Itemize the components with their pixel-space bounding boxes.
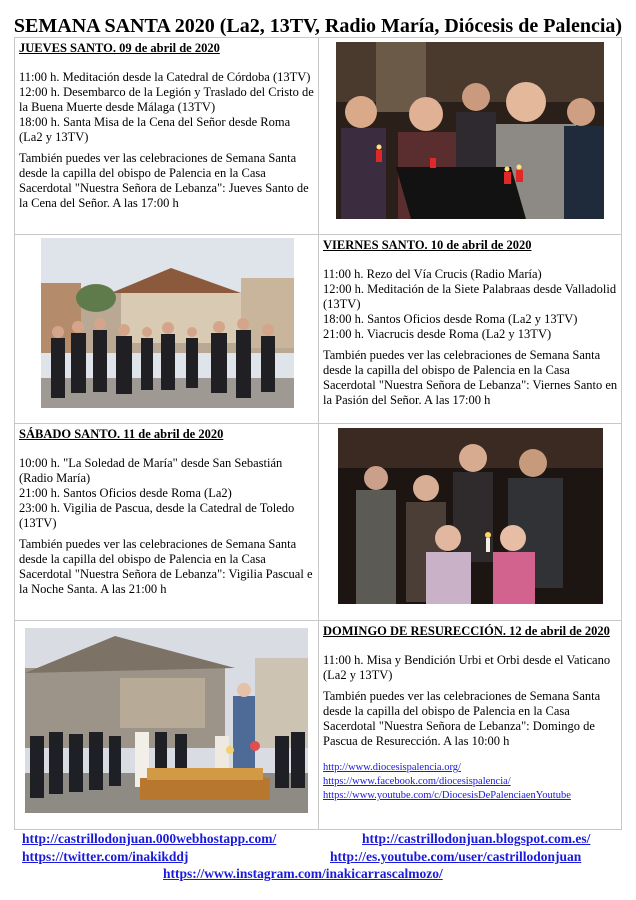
footer-instagram-link[interactable]: https://www.instagram.com/inakicarrascalmozo/	[163, 866, 443, 881]
thursday-cell	[15, 38, 318, 234]
photo-candles-procession	[336, 42, 604, 219]
schedule-item: 11:00 h. Misa y Bendición Urbi et Orbi desde el Vaticano (La2 y 13TV)	[323, 653, 611, 682]
schedule-table	[14, 37, 622, 830]
sunday-schedule	[323, 653, 619, 683]
photo-street-crowd	[41, 238, 294, 408]
schedule-item: 11:00 h. Meditación desde la Catedral de Córdoba (13TV)	[19, 70, 311, 84]
schedule-item: 18:00 h. Santa Misa de la Cena del Señor desde Roma (La2 y 13TV)	[19, 115, 291, 144]
diocese-website-link[interactable]: http://www.diocesispalencia.org/	[323, 762, 461, 773]
footer-youtube-link[interactable]: http://es.youtube.com/user/castrillodonjuan	[330, 849, 582, 864]
saturday-note: También puedes ver las celebraciones de Semana Santa desde la capilla del obispo de Palencia en la Casa Sacerdotal "Nuestra Señora de Lebanza": Vigilia Pascual e la Noche Santa. A las 21:00 h	[19, 537, 313, 596]
diocese-links	[323, 761, 619, 803]
friday-cell	[319, 235, 623, 423]
thursday-heading: JUEVES SANTO. 09 de abril de 2020	[19, 41, 220, 55]
footer-blogspot-link[interactable]: http://castrillodonjuan.blogspot.com.es/	[362, 831, 591, 846]
photo-resurrection-procession	[25, 628, 308, 813]
thursday-note: También puedes ver las celebraciones de Semana Santa desde la capilla del obispo de Palencia en la Casa Sacerdotal "Nuestra Señora de Lebanza": Jueves Santo de la Cena del Señor. A las 17:00 h	[19, 151, 309, 210]
page-title: SEMANA SANTA 2020 (La2, 13TV, Radio María, Diócesis de Palencia)	[13, 15, 623, 37]
saturday-heading: SÁBADO SANTO. 11 de abril de 2020	[19, 427, 224, 441]
diocese-facebook-link[interactable]: https://www.facebook.com/diocesispalencia/	[323, 776, 511, 787]
saturday-cell	[15, 424, 318, 620]
sunday-note: También puedes ver las celebraciones de Semana Santa desde la capilla del obispo de Palencia en la Casa Sacerdotal "Nuestra Señora de Lebanza": Domingo de Pascua de Resurección. A las 10:00 h	[323, 689, 601, 748]
schedule-item: 12:00 h. Meditación de la Siete Palabraas desde Valladolid (13TV)	[323, 282, 617, 311]
diocese-youtube-link[interactable]: https://www.youtube.com/c/DiocesisDePalenciaenYoutube	[323, 790, 571, 801]
schedule-item: 21:00 h. Viacrucis desde Roma (La2 y 13TV)	[323, 327, 552, 341]
photo-children-candles	[338, 428, 603, 604]
sunday-heading: DOMINGO DE RESURECCIÓN. 12 de abril de 2020	[323, 624, 610, 638]
schedule-item: 23:00 h. Vigilia de Pascua, desde la Catedral de Toledo (13TV)	[19, 501, 295, 530]
schedule-item: 10:00 h. "La Soledad de María" desde San Sebastián (Radio María)	[19, 456, 283, 485]
thursday-schedule	[19, 70, 314, 145]
friday-note: También puedes ver las celebraciones de Semana Santa desde la capilla del obispo de Palencia en la Casa Sacerdotal "Nuestra Señora de Lebanza": Viernes Santo en la Pasión del Señor. A las 17:00 h	[323, 348, 618, 407]
sunday-cell	[319, 621, 623, 830]
schedule-item: 21:00 h. Santos Oficios desde Roma (La2)	[19, 486, 232, 500]
friday-heading: VIERNES SANTO. 10 de abril de 2020	[323, 238, 532, 252]
footer-webhost-link[interactable]: http://castrillodonjuan.000webhostapp.com/	[22, 831, 277, 846]
saturday-schedule	[19, 456, 314, 531]
schedule-item: 18:00 h. Santos Oficios desde Roma (La2 y 13TV)	[323, 312, 578, 326]
footer-twitter-link[interactable]: https://twitter.com/inakikddj	[22, 849, 189, 864]
schedule-item: 11:00 h. Rezo del Vía Crucis (Radio María)	[323, 267, 542, 281]
schedule-item: 12:00 h. Desembarco de la Legión y Traslado del Cristo de la Buena Muerte desde Málaga (13TV)	[19, 85, 314, 114]
friday-schedule	[323, 267, 619, 342]
